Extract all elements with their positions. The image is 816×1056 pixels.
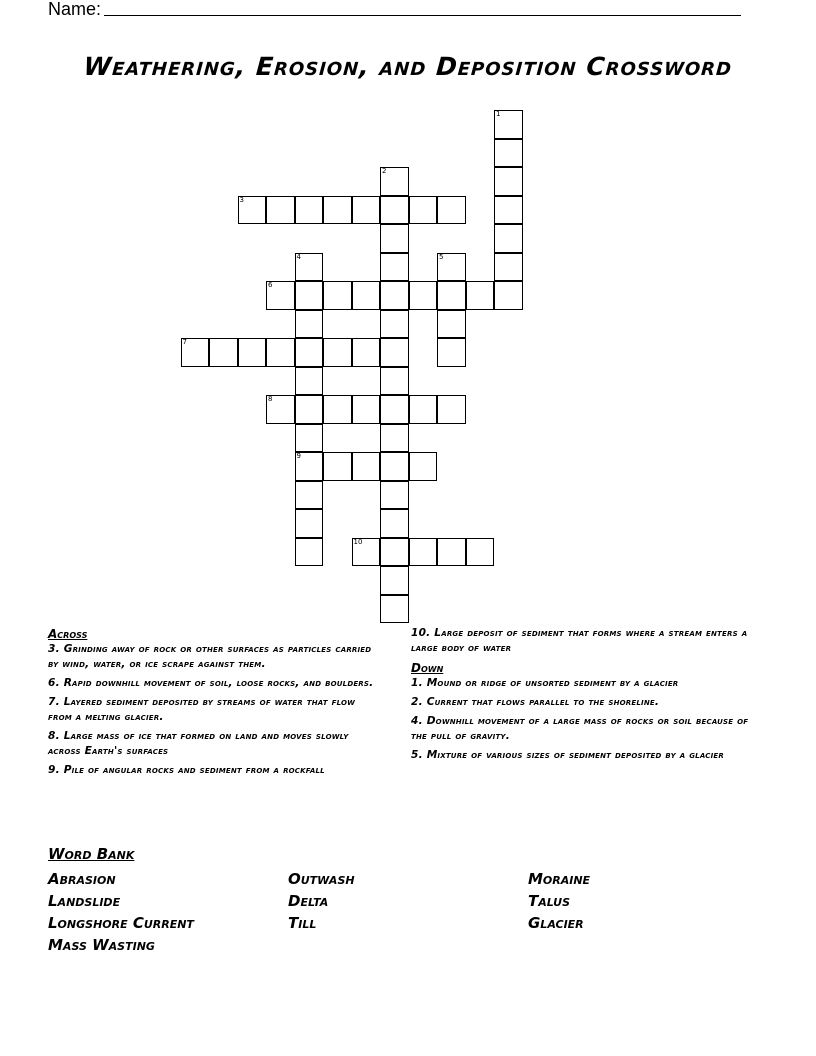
crossword-cell[interactable] (323, 196, 352, 225)
across-heading: Across (48, 627, 88, 641)
word-bank-item: Mass Wasting (48, 936, 155, 954)
crossword-cell[interactable] (238, 196, 267, 225)
crossword-cell[interactable] (380, 452, 409, 481)
cell-number: 5 (439, 252, 444, 261)
crossword-cell[interactable] (323, 281, 352, 310)
clue-number: 2. (411, 696, 423, 708)
clue-text: Mound or ridge of unsorted sediment by a glacier (426, 677, 679, 689)
crossword-cell[interactable] (295, 253, 324, 282)
crossword-cell[interactable] (295, 395, 324, 424)
crossword-cell[interactable] (494, 110, 523, 139)
cell-number: 4 (296, 252, 301, 261)
crossword-cell[interactable] (323, 338, 352, 367)
crossword-cell[interactable] (437, 253, 466, 282)
crossword-cell[interactable] (409, 196, 438, 225)
crossword-cell[interactable] (380, 566, 409, 595)
cell-number: 6 (268, 281, 273, 289)
crossword-cell[interactable] (494, 167, 523, 196)
crossword-cell[interactable] (437, 281, 466, 310)
crossword-cell[interactable] (437, 196, 466, 225)
cell-number: 9 (296, 452, 301, 460)
crossword-cell[interactable] (380, 367, 409, 396)
crossword-cell[interactable] (295, 509, 324, 538)
clue-number: 4. (411, 715, 423, 727)
crossword-cell[interactable] (295, 538, 324, 567)
cell-number: 7 (182, 338, 187, 346)
page-title: Weathering, Erosion, and Deposition Crossword (82, 52, 734, 81)
crossword-cell[interactable] (380, 595, 409, 624)
clue-down-4 (411, 714, 756, 744)
crossword-cell[interactable] (494, 224, 523, 253)
clue-number: 3. (48, 643, 60, 655)
crossword-cell[interactable] (266, 281, 295, 310)
crossword-cell[interactable] (437, 310, 466, 339)
word-bank-heading: Word Bank (48, 845, 135, 863)
crossword-cell[interactable] (352, 338, 381, 367)
clue-text: Large mass of ice that formed on land and moves slowly across Earth's surfaces (48, 730, 349, 757)
crossword-cell[interactable] (380, 167, 409, 196)
crossword-cell[interactable] (380, 338, 409, 367)
crossword-cell[interactable] (266, 196, 295, 225)
crossword-cell[interactable] (380, 395, 409, 424)
crossword-cell[interactable] (266, 395, 295, 424)
cell-number: 1 (496, 110, 501, 118)
word-bank-item: Talus (528, 892, 571, 910)
crossword-cell[interactable] (295, 367, 324, 396)
clue-text: Grinding away of rock or other surfaces as particles carried by wind, water, or ice scrape against them. (48, 643, 372, 670)
word-bank-item: Outwash (288, 870, 355, 888)
crossword-cell[interactable] (352, 395, 381, 424)
crossword-cell[interactable] (409, 538, 438, 567)
clue-across-3 (48, 642, 378, 672)
cell-number: 10 (353, 537, 363, 546)
down-heading: Down (411, 661, 444, 675)
clue-text: Layered sediment deposited by streams of water that flow from a melting glacier. (48, 696, 356, 723)
clue-across-9 (48, 763, 378, 778)
crossword-cell[interactable] (295, 424, 324, 453)
clues-right-column (411, 626, 756, 767)
clue-text: Current that flows parallel to the shoreline. (426, 696, 660, 708)
name-label: Name: (48, 0, 102, 19)
word-bank-column-1 (48, 868, 194, 956)
crossword-cell[interactable] (295, 281, 324, 310)
crossword-cell[interactable] (466, 281, 495, 310)
word-bank-column-3 (528, 868, 590, 934)
cell-number: 8 (268, 395, 273, 403)
crossword-cell[interactable] (323, 452, 352, 481)
clue-number: 10. (411, 627, 431, 639)
word-bank-item: Abrasion (48, 870, 116, 888)
crossword-cell[interactable] (295, 310, 324, 339)
crossword-cell[interactable] (494, 139, 523, 168)
crossword-cell[interactable] (266, 338, 295, 367)
crossword-cell[interactable] (352, 452, 381, 481)
word-bank-item: Delta (288, 892, 329, 910)
word-bank-item: Longshore Current (48, 914, 194, 932)
crossword-cell[interactable] (409, 452, 438, 481)
clue-down-5 (411, 748, 756, 763)
crossword-cell[interactable] (238, 338, 267, 367)
clue-text: Pile of angular rocks and sediment from a rockfall (63, 764, 325, 776)
crossword-cell[interactable] (295, 452, 324, 481)
clue-text: Large deposit of sediment that forms where a stream enters a large body of water (411, 627, 748, 654)
crossword-cell[interactable] (380, 310, 409, 339)
clue-text: Downhill movement of a large mass of rocks or soil because of the pull of gravity. (411, 715, 749, 742)
crossword-cell[interactable] (295, 481, 324, 510)
crossword-cell[interactable] (380, 538, 409, 567)
crossword-cell[interactable] (352, 281, 381, 310)
clue-across-6 (48, 676, 378, 691)
word-bank-column-2 (288, 868, 355, 934)
crossword-cell[interactable] (380, 281, 409, 310)
crossword-cell[interactable] (352, 538, 381, 567)
clue-number: 5. (411, 749, 423, 761)
crossword-cell[interactable] (380, 224, 409, 253)
crossword-cell[interactable] (380, 509, 409, 538)
clue-text: Mixture of various sizes of sediment deposited by a glacier (426, 749, 724, 761)
crossword-cell[interactable] (380, 481, 409, 510)
crossword-cell[interactable] (437, 395, 466, 424)
clue-number: 7. (48, 696, 60, 708)
clue-down-1 (411, 676, 756, 691)
clue-across-8 (48, 729, 378, 759)
clue-number: 9. (48, 764, 60, 776)
clue-down-2 (411, 695, 756, 710)
crossword-cell[interactable] (209, 338, 238, 367)
crossword-cell[interactable] (409, 395, 438, 424)
clue-number: 8. (48, 730, 60, 742)
clues-left-column (48, 626, 378, 782)
word-bank-item: Landslide (48, 892, 121, 910)
crossword-cell[interactable] (437, 538, 466, 567)
clue-number: 6. (48, 677, 60, 689)
word-bank-item: Moraine (528, 870, 591, 888)
crossword-cell[interactable] (295, 196, 324, 225)
crossword-cell[interactable] (409, 281, 438, 310)
word-bank-item: Till (288, 914, 317, 932)
clue-across-7 (48, 695, 378, 725)
word-bank-item: Glacier (528, 914, 584, 932)
crossword-cell[interactable] (323, 395, 352, 424)
crossword-cell[interactable] (380, 424, 409, 453)
clue-text: Rapid downhill movement of soil, loose rocks, and boulders. (63, 677, 374, 689)
crossword-cell[interactable] (352, 196, 381, 225)
clue-across-10 (411, 626, 756, 656)
crossword-cell[interactable] (181, 338, 210, 367)
crossword-cell[interactable] (437, 338, 466, 367)
crossword-cell[interactable] (494, 281, 523, 310)
cell-number: 2 (382, 167, 387, 175)
crossword-cell[interactable] (494, 196, 523, 225)
crossword-cell[interactable] (380, 196, 409, 225)
crossword-cell[interactable] (466, 538, 495, 567)
crossword-cell[interactable] (380, 253, 409, 282)
cell-number: 3 (239, 195, 244, 204)
crossword-cell[interactable] (295, 338, 324, 367)
clue-number: 1. (411, 677, 423, 689)
crossword-cell[interactable] (494, 253, 523, 282)
